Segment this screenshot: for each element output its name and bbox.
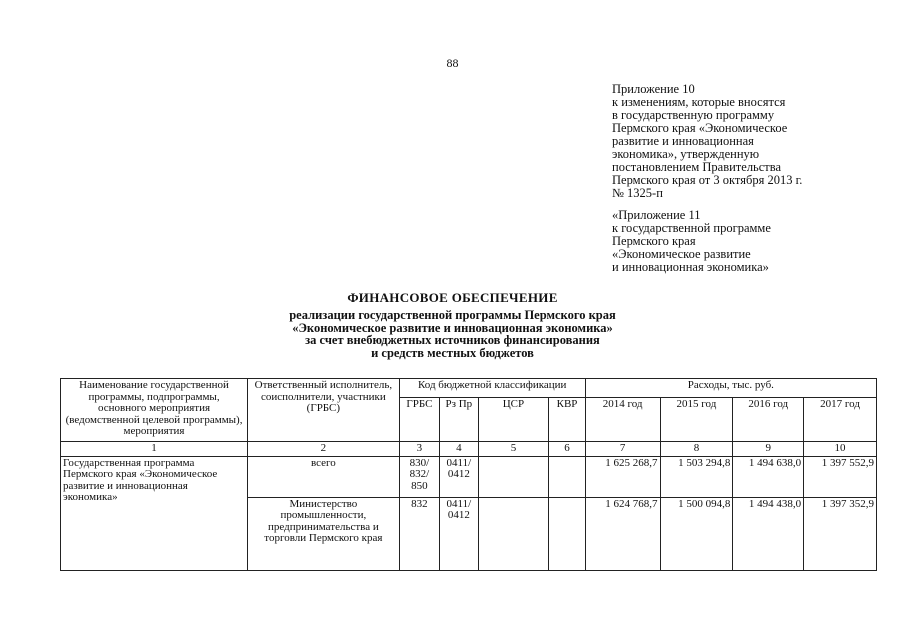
expense-2015-cell: 1 503 294,8 [660, 456, 733, 497]
expense-2014-cell: 1 625 268,7 [585, 456, 660, 497]
subtitle-line: реализации государственной программы Пермского края [289, 308, 616, 322]
expense-2017-cell: 1 397 552,9 [804, 456, 877, 497]
appendix-line: «Приложение 11 [612, 208, 701, 222]
rzpr-cell: 0411/ 0412 [440, 456, 478, 497]
appendix-line: к изменениям, которые вносятся [612, 95, 786, 109]
header-expenses: Расходы, тыс. руб. [585, 379, 876, 398]
document-title: ФИНАНСОВОЕ ОБЕСПЕЧЕНИЕ [347, 290, 558, 305]
subtitle-line: за счет внебюджетных источников финансирования [305, 333, 600, 347]
kvr-cell [549, 497, 585, 570]
financing-table [60, 378, 877, 571]
expense-2017-cell: 1 397 352,9 [804, 497, 877, 570]
column-number: 2 [248, 442, 400, 457]
appendix-line: к государственной программе [612, 221, 771, 235]
header-budget-code: Код бюджетной классификации [399, 379, 585, 398]
appendix-line: № 1325-п [612, 186, 663, 200]
appendix-line: развитие и инновационная [612, 134, 754, 148]
appendix-line: в государственную программу [612, 108, 775, 122]
rzpr-cell: 0411/ 0412 [440, 497, 478, 570]
column-number: 1 [61, 442, 248, 457]
table-row [61, 456, 877, 497]
subtitle-line: «Экономическое развитие и инновационная экономика» [292, 320, 613, 335]
kvr-cell [549, 456, 585, 497]
column-number: 3 [399, 442, 439, 457]
csr-cell [478, 497, 549, 570]
expense-2016-cell: 1 494 638,0 [733, 456, 804, 497]
executor-cell: всего [248, 456, 400, 497]
appendix-line: экономика», утвержденную [612, 147, 760, 161]
csr-cell [478, 456, 549, 497]
column-number-row [61, 442, 877, 457]
appendix-line: Приложение 10 [612, 82, 695, 96]
expense-2014-cell: 1 624 768,7 [585, 497, 660, 570]
header-year-2016: 2016 год [733, 398, 804, 442]
header-grbs: ГРБС [399, 398, 439, 442]
appendix-line: Пермского края [612, 234, 696, 248]
subtitle-line: и средств местных бюджетов [371, 345, 534, 360]
appendix-line: Пермского края «Экономическое [612, 121, 788, 135]
header-executor: Ответственный исполнитель, соисполнители, участники (ГРБС) [248, 379, 400, 442]
grbs-cell: 832 [399, 497, 439, 570]
header-name: Наименование государственной программы, подпрограммы, основного мероприятия (ведомственной целевой программы), мероприятия [61, 379, 248, 442]
appendix-program-block [612, 209, 771, 274]
header-year-2014: 2014 год [585, 398, 660, 442]
appendix-line: постановлением Правительства [612, 160, 782, 174]
grbs-cell: 830/ 832/ 850 [399, 456, 439, 497]
expense-2016-cell: 1 494 438,0 [733, 497, 804, 570]
column-number: 7 [585, 442, 660, 457]
executor-cell: Министерство промышленности, предпринимательства и торговли Пермского края [248, 497, 400, 570]
appendix-line: и инновационная экономика» [612, 260, 769, 274]
column-number: 6 [549, 442, 585, 457]
appendix-change-block [612, 83, 802, 200]
document-subtitle [0, 309, 905, 359]
expense-2015-cell: 1 500 094,8 [660, 497, 733, 570]
header-rzpr: Рз Пр [440, 398, 478, 442]
program-name-cell: Государственная программа Пермского края «Экономическое развитие и инновационная экономика» [61, 456, 248, 570]
page-number: 88 [446, 56, 459, 70]
appendix-line: Пермского края от 3 октября 2013 г. [612, 173, 803, 187]
header-kvr: КВР [549, 398, 585, 442]
column-number: 10 [804, 442, 877, 457]
header-year-2017: 2017 год [804, 398, 877, 442]
appendix-line: «Экономическое развитие [612, 247, 751, 261]
header-year-2015: 2015 год [660, 398, 733, 442]
column-number: 8 [660, 442, 733, 457]
column-number: 5 [478, 442, 549, 457]
column-number: 4 [440, 442, 478, 457]
column-number: 9 [733, 442, 804, 457]
header-csr: ЦСР [478, 398, 549, 442]
table-header-row [61, 379, 877, 398]
